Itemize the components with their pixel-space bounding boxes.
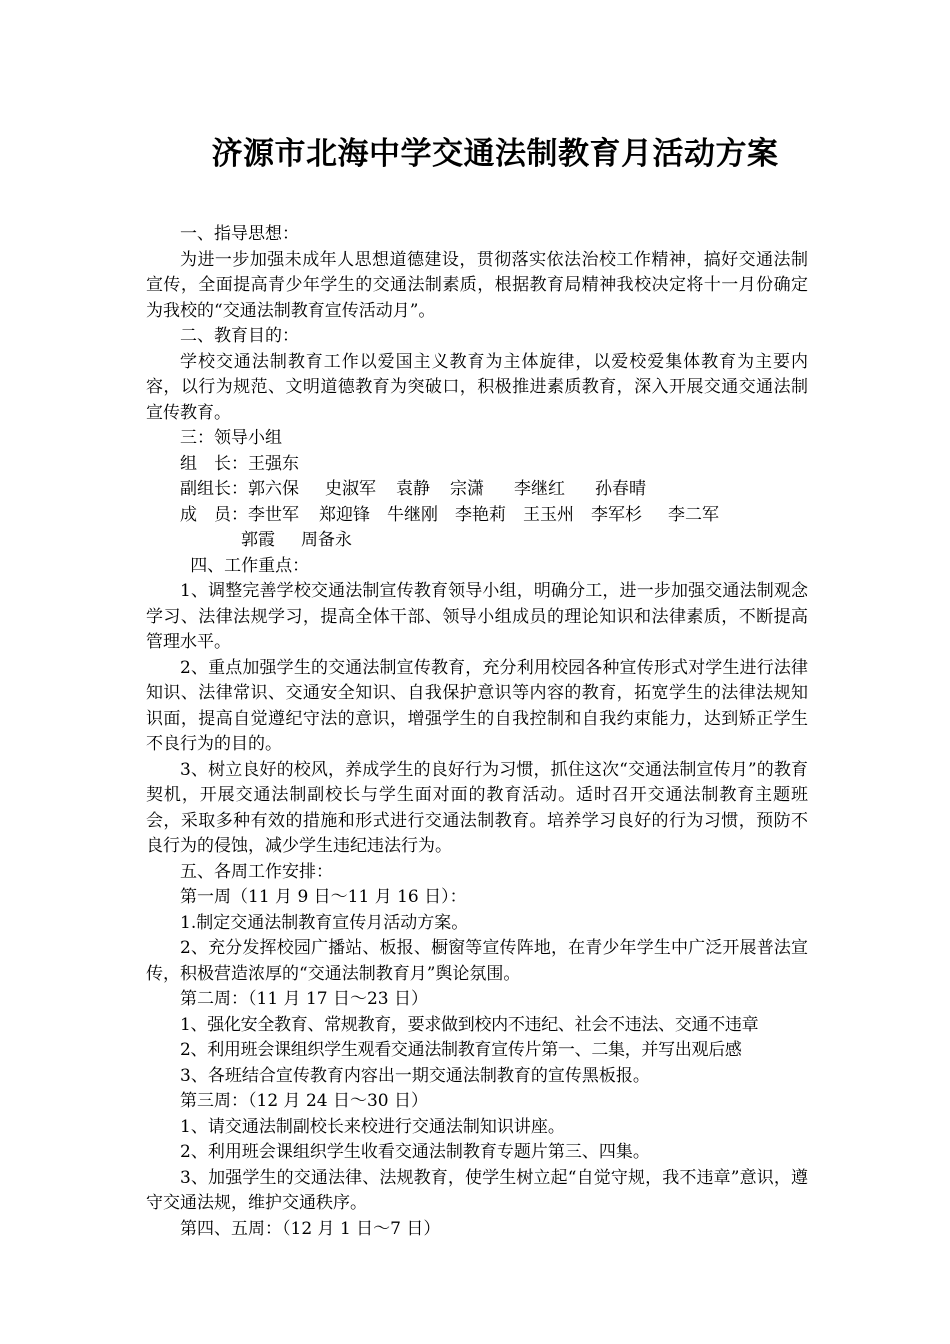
leader-name: 王强东 <box>248 453 299 474</box>
section-4-heading: 四、工作重点： <box>190 555 310 576</box>
week-2-item-3: 3、各班结合宣传教育内容出一期交通法制教育的宣传黑板报。 <box>180 1065 650 1086</box>
members-label: 成 员： <box>180 504 248 525</box>
members-row <box>146 503 808 529</box>
week-4-5-heading: 第四、五周：（12 月 1 日～7 日） <box>180 1218 441 1239</box>
week-1-item-2: 2、充分发挥校园广播站、板报、橱窗等宣传阵地，在青少年学生中广泛开展普法宣传，积极营造浓厚的“交通法制教育月”舆论氛围。 <box>146 938 808 984</box>
deputy-name: 史淑军 <box>325 479 376 499</box>
member-name: 王玉州 <box>523 504 574 525</box>
member-name: 牛继刚 <box>387 504 438 525</box>
deputy-name: 宗潇 <box>450 479 484 499</box>
week-3-item-3: 3、加强学生的交通法律、法规教育，使学生树立起“自觉守规，我不违章”意识，遵守交通法规，维护交通秩序。 <box>146 1167 808 1213</box>
member-name: 李二军 <box>668 504 719 525</box>
deputy-name: 李继红 <box>514 479 565 499</box>
member-name: 李世军 <box>248 504 299 525</box>
deputy-row <box>146 477 808 503</box>
section-4-item-3: 3、树立良好的校风，养成学生的良好行为习惯，抓住这次“交通法制宣传月”的教育契机，开展交通法制副校长与学生面对面的教育活动。适时召开交通法制教育主题班会，采取多种有效的措施和形式进行交通法制教育。培养学习良好的行为习惯，预防不良行为的侵蚀，减少学生违纪违法行为。 <box>146 759 808 856</box>
leader-row <box>146 452 808 478</box>
section-4-item-2: 2、重点加强学生的交通法制宣传教育，充分利用校园各种宣传形式对学生进行法律知识、法律常识、交通安全知识、自我保护意识等内容的教育，拓宽学生的法律法规知识面，提高自觉遵纪守法的意识，增强学生的自我控制和自我约束能力，达到矫正学生不良行为的目的。 <box>146 657 808 754</box>
section-5-heading: 五、各周工作安排： <box>180 861 333 882</box>
member-name: 李艳莉 <box>455 504 506 525</box>
deputy-name: 孙春晴 <box>595 479 646 499</box>
week-3-item-1: 1、请交通法制副校长来校进行交通法制知识讲座。 <box>180 1116 565 1137</box>
week-1-heading: 第一周（11 月 9 日～11 月 16 日）： <box>180 887 467 907</box>
week-3-heading: 第三周：（12 月 24 日～30 日） <box>180 1091 429 1111</box>
member-name: 周备永 <box>301 530 352 550</box>
week-3-item-2: 2、利用班会课组织学生收看交通法制教育专题片第三、四集。 <box>180 1142 650 1162</box>
document-title: 济源市北海中学交通法制教育月活动方案 <box>211 136 779 172</box>
member-name: 郭霞 <box>241 530 275 550</box>
deputy-name: 袁静 <box>396 479 430 499</box>
members-row-2 <box>146 528 808 554</box>
member-name: 郑迎锋 <box>319 504 370 525</box>
deputy-name: 郭六保 <box>248 479 299 499</box>
section-2-text: 学校交通法制教育工作以爱国主义教育为主体旋律，以爱校爱集体教育为主要内容，以行为规范、文明道德教育为突破口，积极推进素质教育，深入开展交通交通法制宣传教育。 <box>146 351 808 423</box>
section-1-heading: 一、指导思想： <box>180 224 299 244</box>
section-1-text: 为进一步加强未成年人思想道德建设，贯彻落实依法治校工作精神，搞好交通法制宣传，全面提高青少年学生的交通法制素质，根据教育局精神我校决定将十一月份确定为我校的“交通法制教育宣传活动月”。 <box>146 249 808 321</box>
leader-label: 组 长： <box>180 453 248 474</box>
section-3-heading: 三：领导小组 <box>180 428 282 448</box>
deputy-label: 副组长： <box>180 479 248 499</box>
section-4-item-1: 1、调整完善学校交通法制宣传教育领导小组，明确分工，进一步加强交通法制观念学习、法律法规学习，提高全体干部、领导小组成员的理论知识和法律素质，不断提高管理水平。 <box>146 581 808 652</box>
document-body <box>146 222 808 1242</box>
week-2-item-2: 2、利用班会课组织学生观看交通法制教育宣传片第一、二集，并写出观后感 <box>180 1040 742 1060</box>
week-2-item-1: 1、强化安全教育、常规教育，要求做到校内不违纪、社会不违法、交通不违章 <box>180 1014 759 1035</box>
section-2-heading: 二、教育目的： <box>180 326 299 346</box>
week-2-heading: 第二周：（11 月 17 日～23 日） <box>180 989 429 1009</box>
member-name: 李军杉 <box>591 504 642 525</box>
week-1-item-1: 1.制定交通法制教育宣传月活动方案。 <box>180 912 469 933</box>
